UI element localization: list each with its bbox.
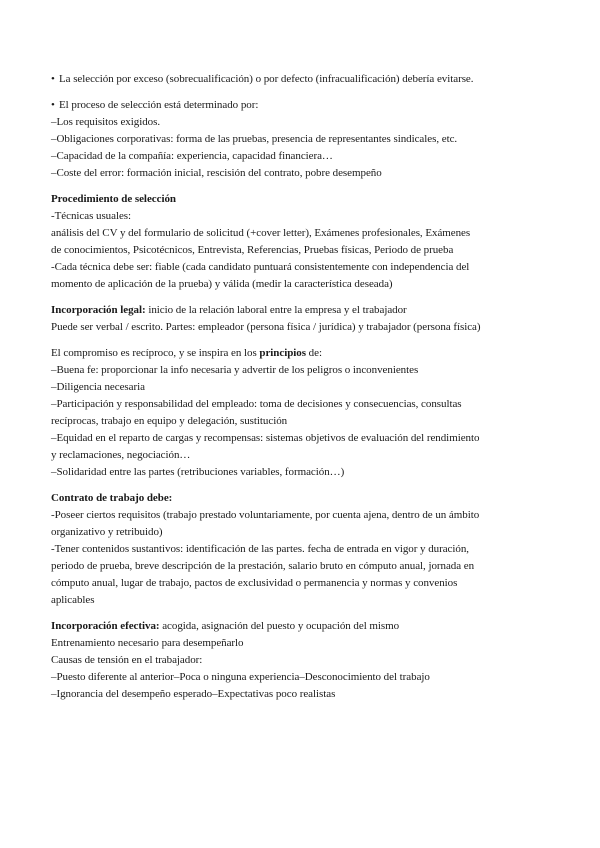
list-item: –Ignorancia del desempeño esperado <box>51 688 213 700</box>
list-item: –Solidaridad entre las partes (retribuciones variables, formación…) <box>51 466 345 478</box>
bullet-icon: • <box>51 99 55 111</box>
list-item: –Diligencia necesaria <box>51 381 145 393</box>
incorporacion-efectiva-line: Incorporación efectiva: acogida, asignación del puesto y ocupación del mismo <box>51 620 400 632</box>
text-line: -Tener contenidos sustantivos: identificación de las partes. fecha de entrada en vigor y duración, <box>51 543 469 555</box>
section-heading-procedimiento: Procedimiento de selección <box>51 193 176 205</box>
incorporacion-legal-line: Incorporación legal: inicio de la relación laboral entre la empresa y el trabajador <box>51 304 407 316</box>
document-page <box>51 71 563 703</box>
list-item: recíprocas, trabajo en equipo y delegación, sustitución <box>51 415 288 427</box>
list-item: –Poca o ninguna experiencia <box>173 671 300 683</box>
list-item: –Coste del error: formación inicial, rescisión del contrato, pobre desempeño <box>51 167 382 179</box>
text-line: momento de aplicación de la prueba) y válida (medir la característica deseada) <box>51 278 393 290</box>
list-item: –Capacidad de la compañía: experiencia, capacidad financiera… <box>51 150 333 162</box>
text-line: Causas de tensión en el trabajador: <box>51 654 203 666</box>
list-item: –Expectativas poco realistas <box>212 688 336 700</box>
list-item: –Buena fe: proporcionar la info necesaria y advertir de los peligros o inconvenientes <box>51 364 419 376</box>
tension-causes-row-2 <box>51 686 563 703</box>
tension-causes-row-1 <box>51 669 563 686</box>
text-line: Puede ser verbal / escrito. Partes: empleador (persona física / jurídica) y trabajador (persona física) <box>51 321 481 333</box>
text-line: Entrenamiento necesario para desempeñarlo <box>51 637 244 649</box>
section-heading-incorporacion-efectiva: Incorporación efectiva: <box>51 620 160 632</box>
list-item: –Puesto diferente al anterior <box>51 671 174 683</box>
list-item: –Los requisitos exigidos. <box>51 116 161 128</box>
text-line: organizativo y retribuido) <box>51 526 163 538</box>
text-line: periodo de prueba, breve descripción de la prestación, salario bruto en cómputo anual, jornada en <box>51 560 475 572</box>
text-line: análisis del CV y del formulario de solicitud (+cover letter), Exámenes profesionales, Exámenes <box>51 227 471 239</box>
list-item: –Participación y responsabilidad del empleado: toma de decisiones y consecuencias, consultas <box>51 398 462 410</box>
text-line: cómputo anual, lugar de trabajo, pactos de exclusividad o permanencia y normas y convenios <box>51 577 458 589</box>
intro-bullet-1: • La selección por exceso (sobrecualificación) o por defecto (infracualificación) debería evitarse. <box>51 71 563 88</box>
section-heading-contrato: Contrato de trabajo debe: <box>51 492 173 504</box>
text-line: -Técnicas usuales: <box>51 210 132 222</box>
text-line: de conocimientos, Psicotécnicos, Entrevista, Referencias, Pruebas físicas, Periodo de prueba <box>51 244 454 256</box>
text-line: -Poseer ciertos requisitos (trabajo prestado voluntariamente, por cuenta ajena, dentro de un ámbito <box>51 509 480 521</box>
section-heading-incorporacion-legal: Incorporación legal: <box>51 304 146 316</box>
text-line: -Cada técnica debe ser: fiable (cada candidato puntuará consistentemente con independencia del <box>51 261 470 273</box>
list-item: –Desconocimiento del trabajo <box>299 671 430 683</box>
bullet-icon: • <box>51 73 55 85</box>
text-line: aplicables <box>51 594 95 606</box>
principios-keyword: principios <box>259 347 306 359</box>
intro-bullet-2: • El proceso de selección está determinado por: <box>51 97 563 114</box>
list-item: –Obligaciones corporativas: forma de las pruebas, presencia de representantes sindicales, etc. <box>51 133 458 145</box>
list-item: –Equidad en el reparto de cargas y recompensas: sistemas objetivos de evaluación del rendimiento <box>51 432 480 444</box>
principios-intro: El compromiso es recíproco, y se inspira en los principios de: <box>51 347 322 359</box>
list-item: y reclamaciones, negociación… <box>51 449 191 461</box>
